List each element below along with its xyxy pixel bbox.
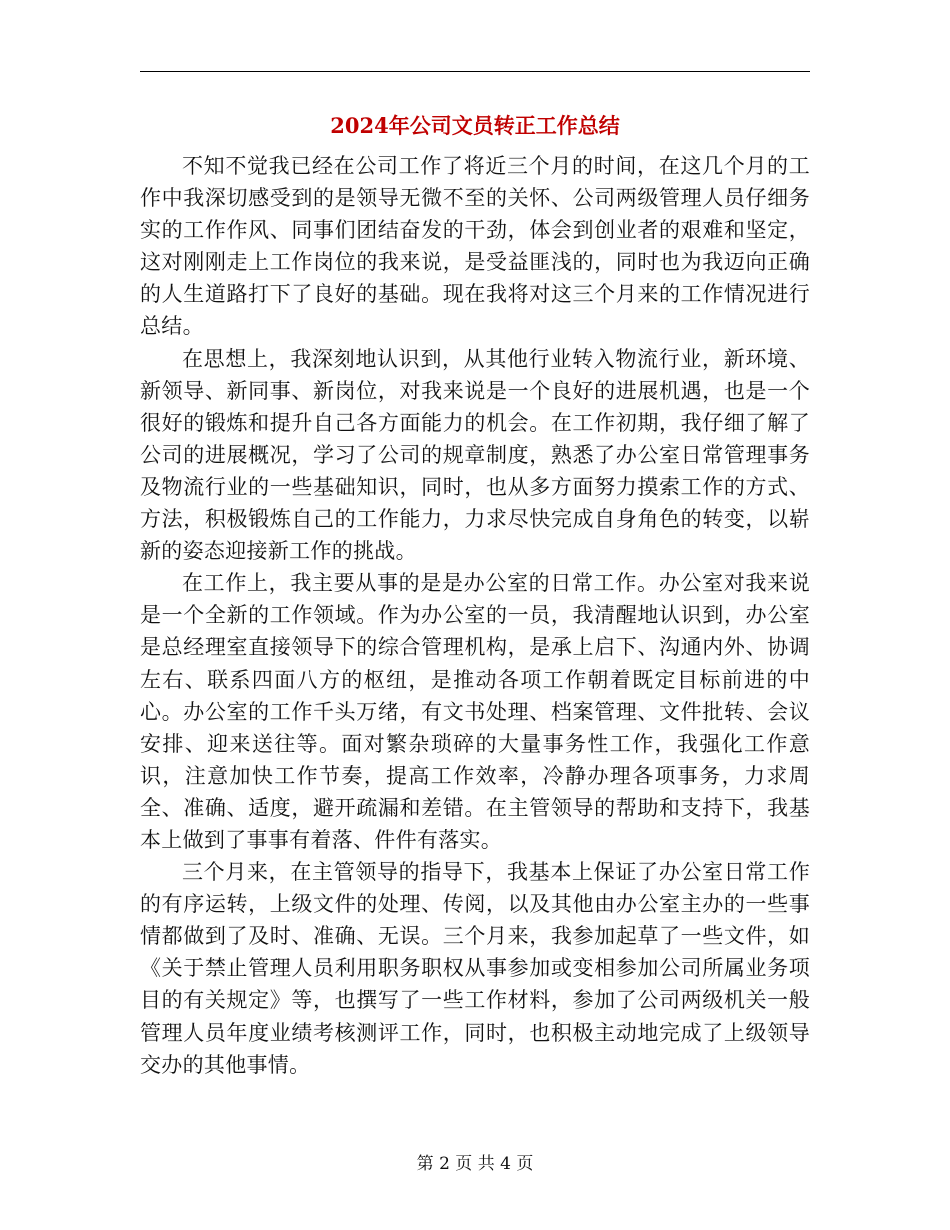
page-number: 第 2 页 共 4 页 bbox=[416, 1154, 534, 1174]
paragraph-intro: 不知不觉我已经在公司工作了将近三个月的时间，在这几个月的工作中我深切感受到的是领导无微不至的关怀、公司两级管理人员仔细务实的工作作风、同事们团结奋发的干劲，体会到创业者的艰难和坚定，这对刚刚走上工作岗位的我来说，是受益匪浅的，同时也为我迈向正确的人生道路打下了良好的基础。现在我将对这三个月来的工作情况进行总结。 bbox=[140, 154, 810, 339]
header-rule bbox=[140, 71, 810, 72]
document-body bbox=[140, 150, 810, 1081]
document-title: 2024年公司文员转正工作总结 bbox=[330, 113, 620, 138]
paragraph-thinking: 在思想上，我深刻地认识到，从其他行业转入物流行业，新环境、新领导、新同事、新岗位，对我来说是一个良好的进展机遇，也是一个很好的锻炼和提升自己各方面能力的机会。在工作初期，我仔细了解了公司的进展概况，学习了公司的规章制度，熟悉了办公室日常管理事务及物流行业的一些基础知识，同时，也从多方面努力摸索工作的方式、方法，积极锻炼自己的工作能力，力求尽快完成自身角色的转变，以崭新的姿态迎接新工作的挑战。 bbox=[140, 346, 810, 564]
paragraph-achievements: 三个月来，在主管领导的指导下，我基本上保证了办公室日常工作的有序运转，上级文件的处理、传阅，以及其他由办公室主办的一些事情都做到了及时、准确、无误。三个月来，我参加起草了一些文件，如《关于禁止管理人员利用职务职权从事参加或变相参加公司所属业务项目的有关规定》等，也撰写了一些工作材料，参加了公司两级机关一般管理人员年度业绩考核测评工作，同时，也积极主动地完成了上级领导交办的其他事情。 bbox=[140, 860, 810, 1077]
paragraph-work: 在工作上，我主要从事的是是办公室的日常工作。办公室对我来说是一个全新的工作领域。作为办公室的一员，我清醒地认识到，办公室是总经理室直接领导下的综合管理机构，是承上启下、沟通内外、协调左右、联系四面八方的枢纽，是推动各项工作朝着既定目标前进的中心。办公室的工作千头万绪，有文书处理、档案管理、文件批转、会议安排、迎来送往等。面对繁杂琐碎的大量事务性工作，我强化工作意识，注意加快工作节奏，提高工作效率，冷静办理各项事务，力求周全、准确、适度，避开疏漏和差错。在主管领导的帮助和支持下，我基本上做到了事事有着落、件件有落实。 bbox=[140, 571, 810, 852]
